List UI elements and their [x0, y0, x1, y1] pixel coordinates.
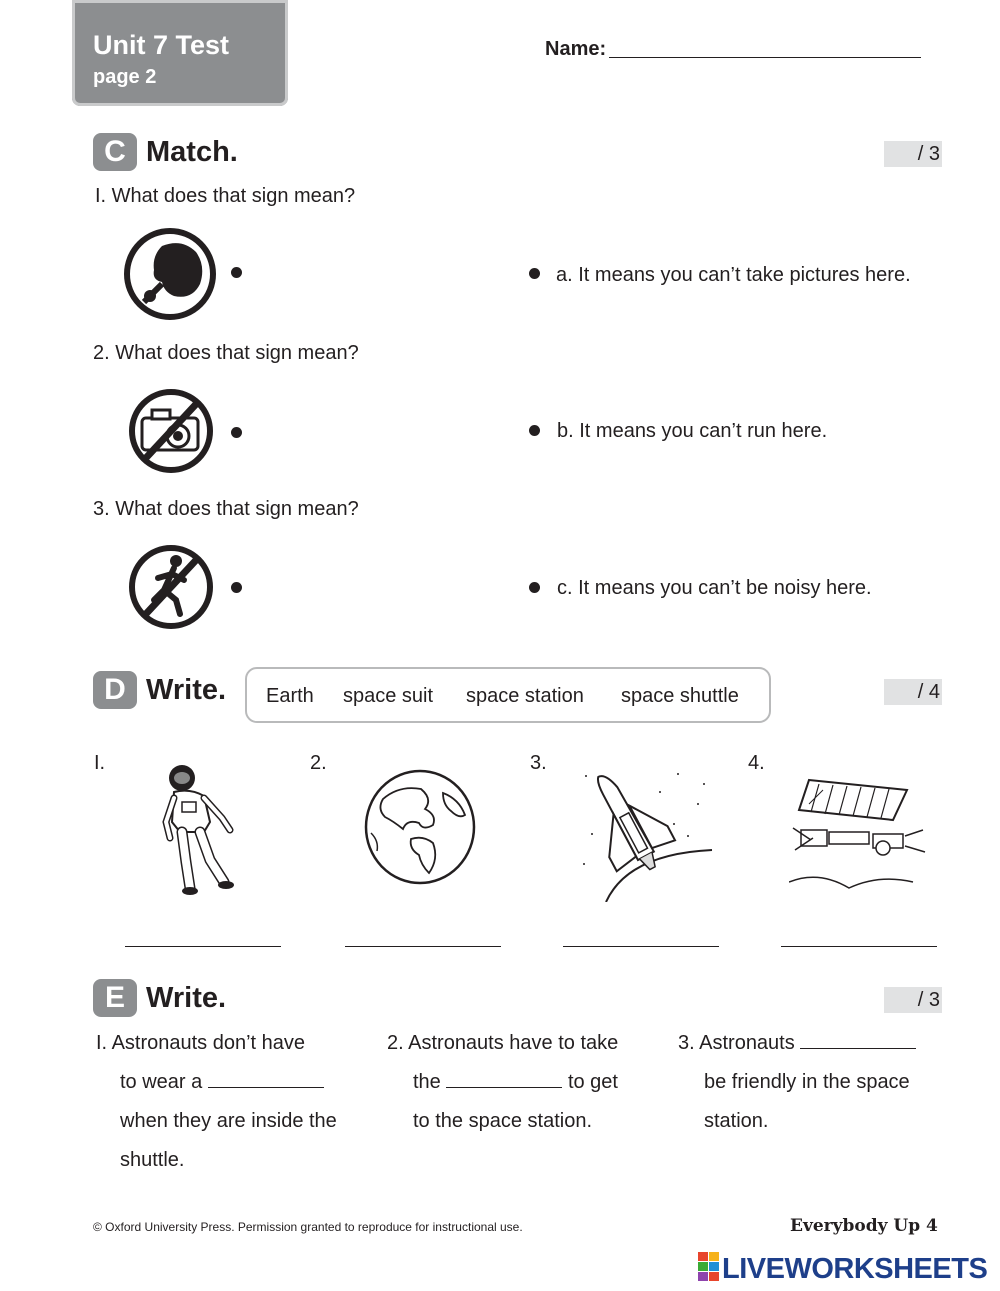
test-title: Unit 7 Test [93, 30, 230, 60]
copyright-notice: © Oxford University Press. Permission granted to reproduce for instructional use. [93, 1220, 523, 1234]
series-brand: Everybody Up 4 [790, 1216, 938, 1236]
match-dot-left-2[interactable] [231, 427, 242, 438]
space-shuttle-icon [578, 764, 714, 902]
section-c-title: Match. [146, 136, 238, 168]
no-running-sign-icon [128, 544, 214, 630]
match-dot-right-c[interactable] [529, 582, 540, 593]
sentence-2-line-3: to the space station. [413, 1110, 593, 1132]
sentence-2-line-1: 2. Astronauts have to take [387, 1032, 619, 1054]
liveworksheets-logo-text[interactable]: LIVEWORKSHEETS [722, 1253, 988, 1285]
picture-number-2: 2. [310, 752, 327, 774]
sentence-3-line-2: be friendly in the space [704, 1071, 910, 1093]
match-dot-right-a[interactable] [529, 268, 540, 279]
page-label: page 2 [93, 66, 157, 88]
match-dot-left-3[interactable] [231, 582, 242, 593]
match-dot-right-b[interactable] [529, 425, 540, 436]
word-bank-word-4: space shuttle [621, 685, 739, 707]
sentence-3-line-3: station. [704, 1110, 769, 1132]
word-bank-word-1: Earth [266, 685, 314, 707]
word-bank-word-2: space suit [343, 685, 434, 707]
word-bank-word-3: space station [466, 685, 584, 707]
sentence-1-blank[interactable] [208, 1073, 324, 1088]
sentence-1-line-3: when they are inside the [120, 1110, 337, 1132]
match-question-2: 2. What does that sign mean? [93, 342, 359, 364]
astronaut-icon [160, 762, 240, 898]
earth-icon [363, 769, 477, 885]
sentence-2-line-2: the to get [413, 1071, 618, 1093]
name-field[interactable] [609, 57, 921, 58]
section-e-badge: E [93, 979, 137, 1017]
sentence-3-blank[interactable] [800, 1034, 916, 1049]
answer-line-4[interactable] [781, 946, 937, 947]
picture-number-4: 4. [748, 752, 765, 774]
section-d-title: Write. [146, 674, 227, 706]
section-d-badge: D [93, 671, 137, 709]
answer-line-3[interactable] [563, 946, 719, 947]
match-answer-a: a. It means you can’t take pictures here. [556, 264, 911, 286]
section-c-badge: C [93, 133, 137, 171]
match-answer-b: b. It means you can’t run here. [557, 420, 828, 442]
answer-line-1[interactable] [125, 946, 281, 947]
picture-number-1: I. [94, 752, 106, 774]
match-dot-left-1[interactable] [231, 267, 242, 278]
answer-line-2[interactable] [345, 946, 501, 947]
no-noise-sign-icon [122, 226, 218, 322]
section-e-title: Write. [146, 982, 227, 1014]
no-camera-sign-icon [128, 388, 214, 474]
space-station-icon [789, 770, 929, 902]
sentence-3-line-1: 3. Astronauts [678, 1024, 916, 1063]
section-d-score: / 4 [884, 679, 942, 705]
sentence-1-line-2: to wear a [120, 1063, 324, 1102]
match-answer-c: c. It means you can’t be noisy here. [557, 577, 872, 599]
match-question-3: 3. What does that sign mean? [93, 498, 359, 520]
sentence-1-line-1: I. Astronauts don’t have [96, 1032, 306, 1054]
section-c-score: / 3 [884, 141, 942, 167]
match-question-1: I. What does that sign mean? [95, 185, 356, 207]
picture-number-3: 3. [530, 752, 547, 774]
sentence-2-blank[interactable] [446, 1073, 562, 1088]
sentence-1-line-4: shuttle. [120, 1149, 185, 1171]
section-e-score: / 3 [884, 987, 942, 1013]
name-label: Name: [545, 38, 607, 60]
liveworksheets-logo-icon [698, 1252, 720, 1282]
